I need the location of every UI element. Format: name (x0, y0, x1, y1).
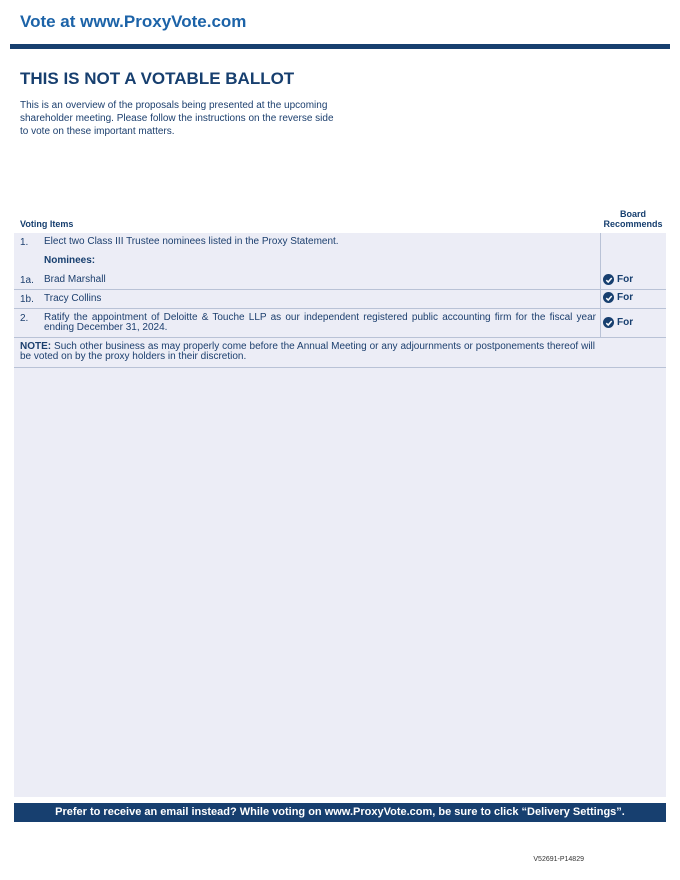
header-title[interactable]: Vote at www.ProxyVote.com (20, 12, 247, 31)
voting-item-1a (14, 275, 600, 289)
recommendation-1a (603, 274, 633, 285)
recommendation-2 (603, 317, 633, 328)
item-number: 1. (20, 237, 29, 248)
board-header-line2: Recommends (603, 219, 663, 229)
column-header-board-recommends (598, 209, 668, 229)
item-text: Elect two Class III Trustee nominees listed in the Proxy Statement. (44, 236, 339, 247)
row-divider (14, 337, 666, 338)
header-divider (10, 44, 670, 49)
recommendation-1b (603, 292, 633, 303)
recommendation-text: For (617, 292, 634, 303)
note-text: Such other business as may properly come before the Annual Meeting or any adjournments or postponements thereof will be voted on by the proxy holders in their discretion. (20, 341, 595, 362)
recommendation-text: For (617, 317, 634, 328)
recommendation-text: For (617, 274, 634, 285)
board-header-line1: Board (619, 209, 646, 219)
check-circle-icon (603, 317, 614, 328)
item-number: 1b. (20, 294, 34, 305)
check-circle-icon (603, 292, 614, 303)
item-number: 1a. (20, 275, 34, 286)
voting-item-2 (14, 313, 600, 335)
column-header-voting-items: Voting Items (20, 219, 74, 229)
note-label: NOTE: (20, 341, 52, 352)
ballot-note (20, 342, 595, 362)
board-column-divider (600, 233, 601, 338)
ballot-intro: This is an overview of the proposals being presented at the upcoming shareholder meeting. Please follow the instructions on the reverse side to vote on these important matters. (20, 100, 334, 137)
delivery-settings-banner: Prefer to receive an email instead? While voting on www.ProxyVote.com, be sure to click “Delivery Settings”. (14, 803, 666, 822)
document-code: V52691-P14829 (533, 856, 584, 863)
item-text: Ratify the appointment of Deloitte & Touche LLP as our independent registered public accounting firm for the fiscal year ending December 31, 2024. (44, 312, 596, 333)
nominees-heading-row (14, 256, 600, 270)
ballot-title: THIS IS NOT A VOTABLE BALLOT (20, 69, 295, 88)
item-number: 2. (20, 313, 29, 324)
nominee-name: Brad Marshall (44, 274, 106, 285)
row-divider (14, 367, 666, 368)
row-divider (14, 289, 666, 290)
check-circle-icon (603, 274, 614, 285)
row-divider (14, 308, 666, 309)
nominee-name: Tracy Collins (44, 293, 102, 304)
nominees-label: Nominees: (44, 255, 96, 266)
voting-item-1b (14, 294, 600, 308)
voting-item-1 (14, 237, 600, 251)
